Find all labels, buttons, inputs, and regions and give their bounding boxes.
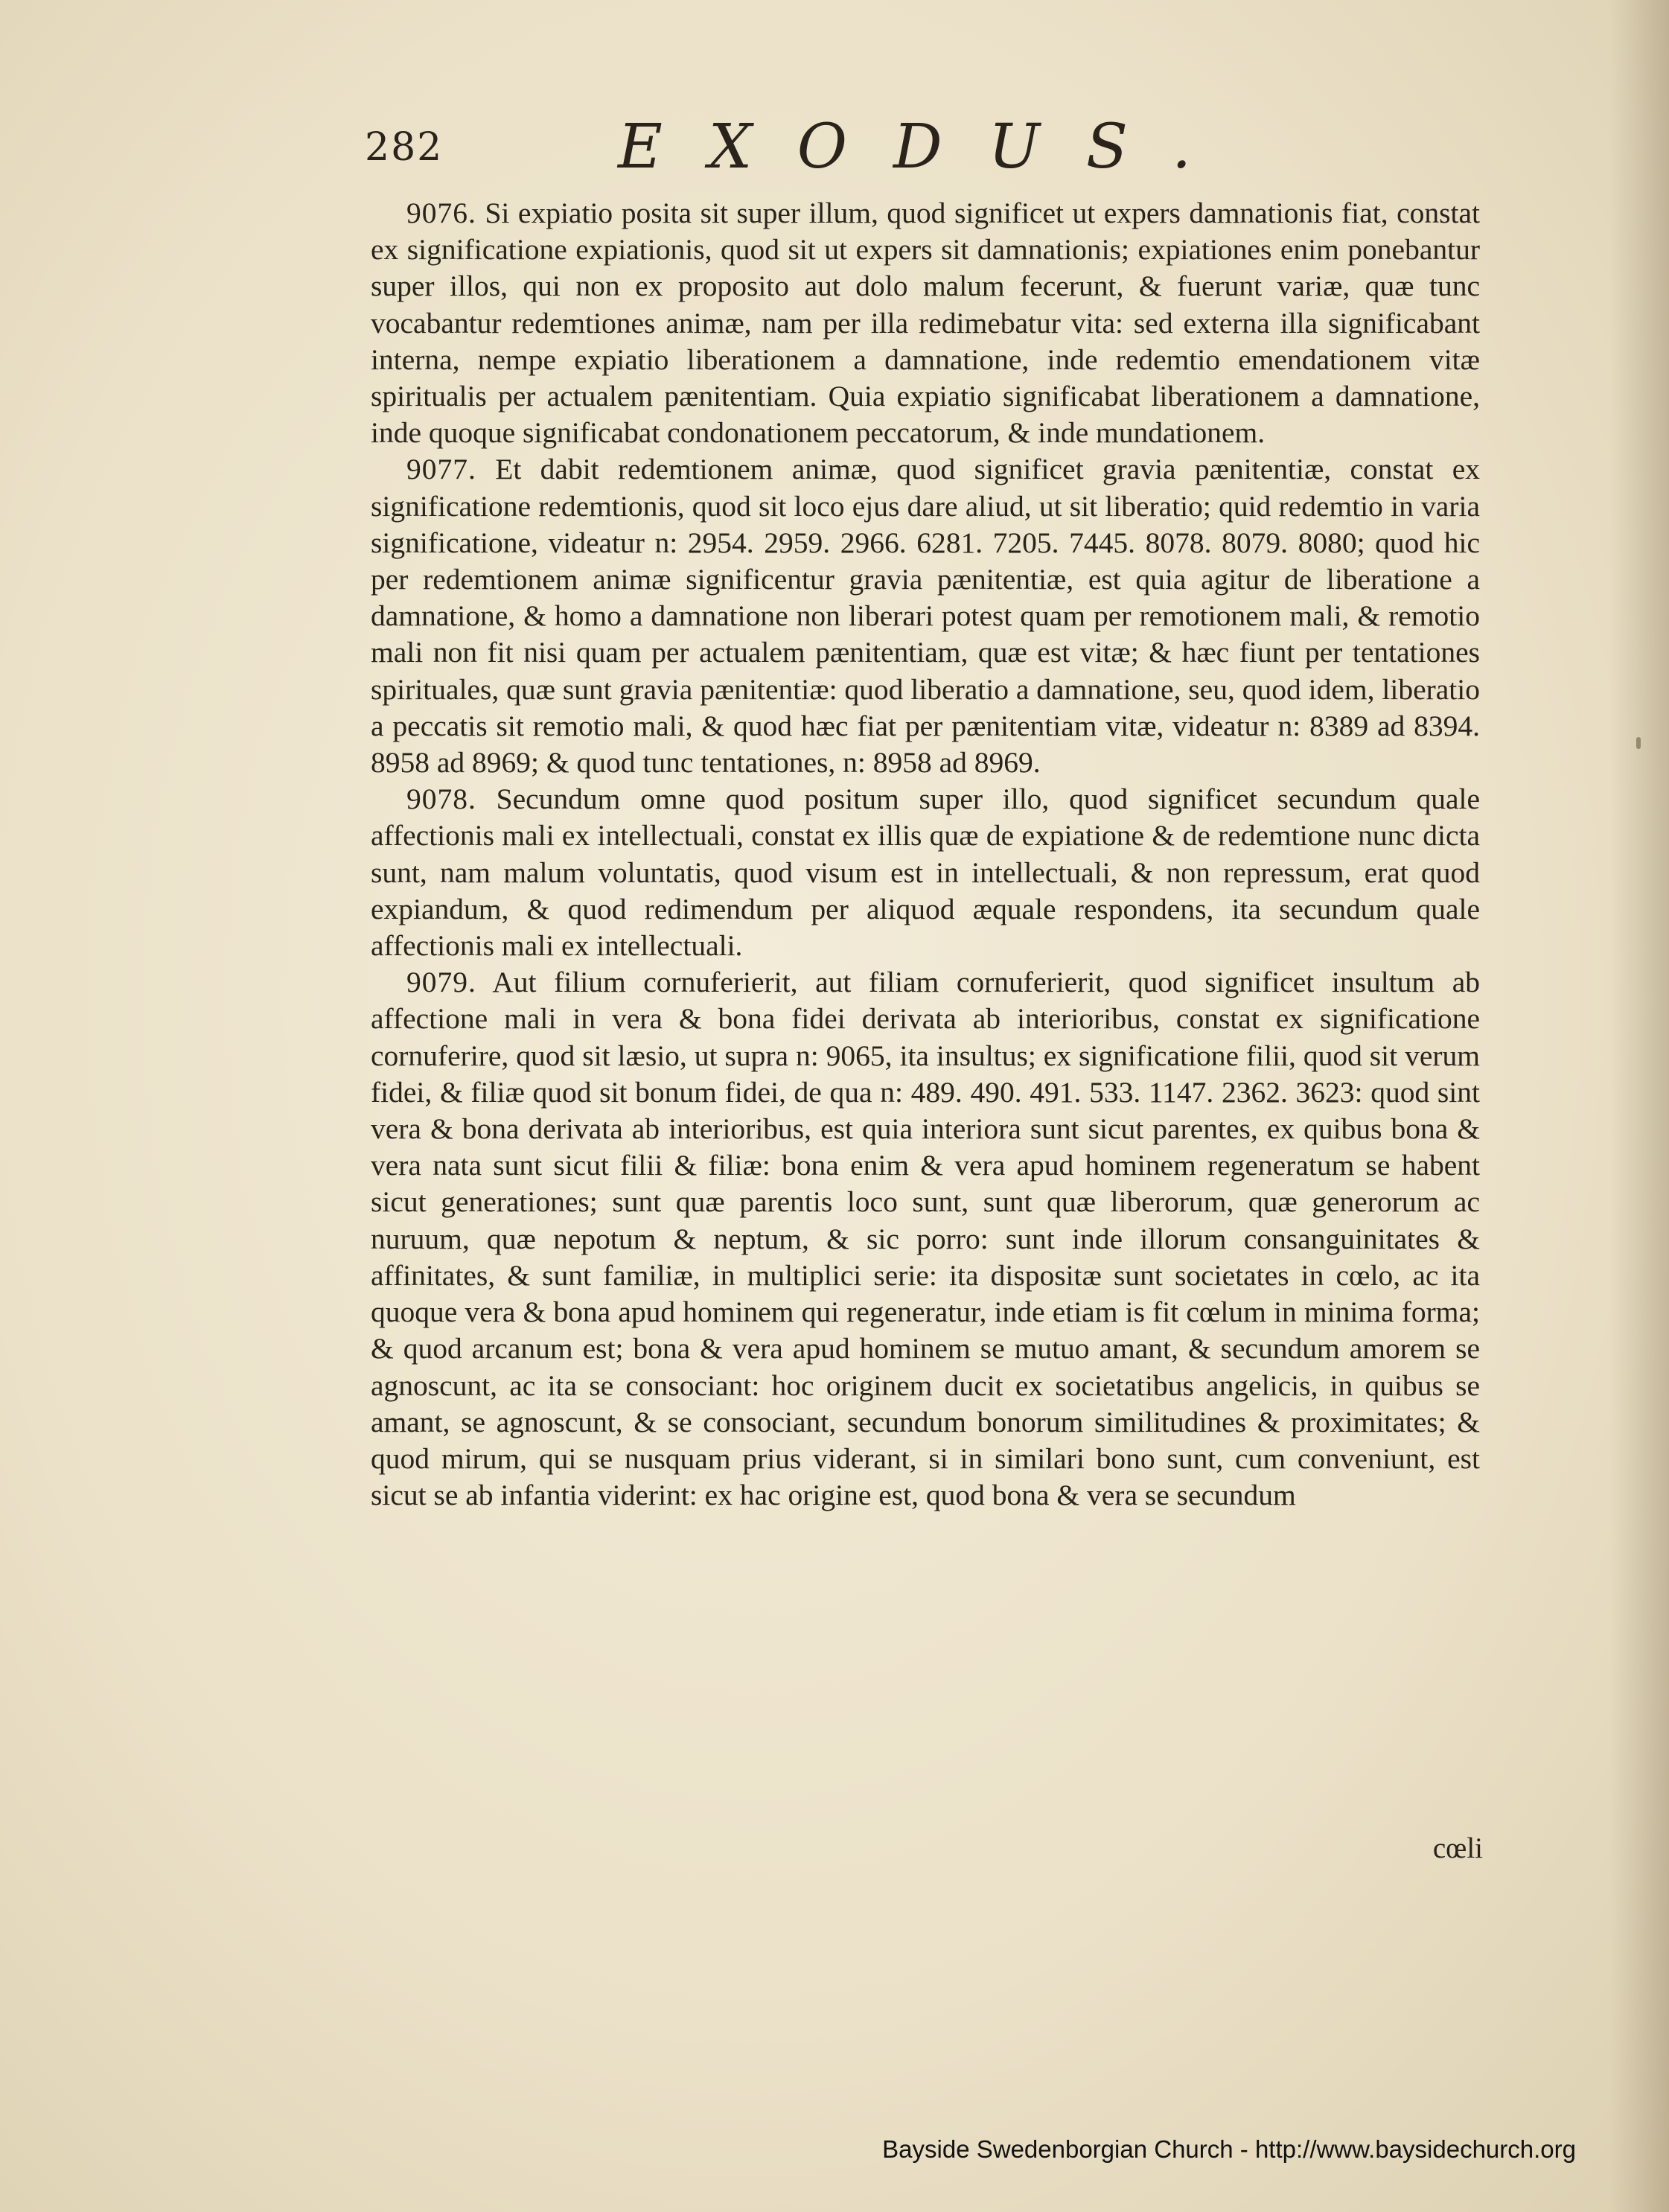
margin-ink-mark xyxy=(1636,737,1641,749)
paragraph-9077 xyxy=(371,451,1480,781)
paragraph-number: 9079. xyxy=(406,966,476,999)
paragraph-number: 9076. xyxy=(406,197,476,229)
page-edge-shadow xyxy=(1609,0,1669,2212)
source-watermark: Bayside Swedenborgian Church - http://www.baysidechurch.org xyxy=(882,2135,1576,2163)
paragraph-9079 xyxy=(371,964,1480,1514)
paragraph-9078 xyxy=(371,781,1480,964)
paragraph-text: Et dabit redemtionem animæ, quod significet gravia pænitentiæ, constat ex significatione redemtionis, quod sit loco ejus dare aliud, ut sit liberatio; quid redemtio in varia significatione, videatur n: 2954. 2959. 2966. 6281. 7205. 7445. 8078. 8079. 8080; quod hic per redemtionem animæ significentur gravia pænitentiæ, est quia agitur de liberatione a damnatione, & homo a damnatione non liberari potest quam per remotionem mali, & remotio mali non fit nisi quam per actualem pænitentiam, quæ est vitæ; & hæc fiunt per tentationes spirituales, quæ sunt gravia pænitentiæ: quod liberatio a damnatione, seu, quod idem, liberatio a peccatis sit remotio mali, & quod hæc fiat per pænitentiam vitæ, videatur n: 8389 ad 8394. 8958 ad 8969; & quod tunc tentationes, n: 8958 ad 8969. xyxy=(371,453,1481,780)
paragraph-number: 9077. xyxy=(406,453,476,486)
page-number: 282 xyxy=(365,125,444,170)
running-title: EXODUS. xyxy=(618,112,1238,182)
paragraph-text: Si expiatio posita sit super illum, quod significet ut expers damnationis fiat, constat ex significatione expiationis, quod sit ut expers sit damnationis; expiationes enim ponebantur super illos, qui non ex proposito aut dolo malum fecerunt, & fuerunt variæ, quæ tunc vocabantur redemtiones animæ, nam per illa redimebatur vita: sed externa illa significabant interna, nempe expiatio liberationem a damnatione, inde redemtio emendationem vitæ spiritualis per actualem pænitentiam. Quia expiatio significabat liberationem a damnatione, inde quoque significabat condonationem peccatorum, & inde mundationem. xyxy=(371,197,1481,450)
paragraph-number: 9078. xyxy=(406,783,476,816)
paragraph-text: Secundum omne quod positum super illo, quod significet secundum quale affectionis mali ex intellectuali, constat ex illis quæ de expiatione & de redemtione nunc dicta sunt, nam malum voluntatis, quod visum est in intellectuali, & non repressum, erat quod expiandum, & quod redimendum per aliquod æquale respondens, ita secundum quale affectionis mali ex intellectuali. xyxy=(371,783,1481,963)
catchword: cœli xyxy=(1432,1832,1483,1864)
paragraph-text: Aut filium cornuferierit, aut filiam cornuferierit, quod significet insultum ab affectione mali in vera & bona fidei derivata ab interioribus, constat ex significatione cornuferire, quod sit læsio, ut supra n: 9065, ita insultus; ex significatione filii, quod sit verum fidei, & filiæ quod sit bonum fidei, de qua n: 489. 490. 491. 533. 1147. 2362. 3623: quod sint vera & bona derivata ab interioribus, est quia interiora sunt sicut parentes, ex quibus bona & vera nata sunt sicut filii & filiæ: bona enim & vera apud hominem regeneratum se habent sicut generationes; sunt quæ parentis loco sunt, sunt quæ liberorum, quæ generorum ac nuruum, quæ nepotum & neptum, & sic porro: sunt inde illorum consanguinitates & affinitates, & sunt familiæ, in multiplici serie: ita dispositæ sunt societates in cœlo, ac ita quoque vera & bona apud hominem qui regeneratur, inde etiam is fit cœlum in minima forma; & quod arcanum est; bona & vera apud hominem se mutuo amant, & secundum amorem se agnoscunt, ac ita se consociant: hoc originem ducit ex societatibus angelicis, in quibus se amant, se agnoscunt, & se consociant, secundum bonorum similitudines & proximitates; & quod mirum, qui se nusquam prius viderant, si in similari bono sunt, cum conveniunt, est sicut se ab infantia viderint: ex hac origine est, quod bona & vera se secundum xyxy=(371,966,1480,1512)
page-header xyxy=(365,112,1481,194)
paragraph-9076 xyxy=(371,195,1480,451)
body-text xyxy=(371,195,1480,1514)
